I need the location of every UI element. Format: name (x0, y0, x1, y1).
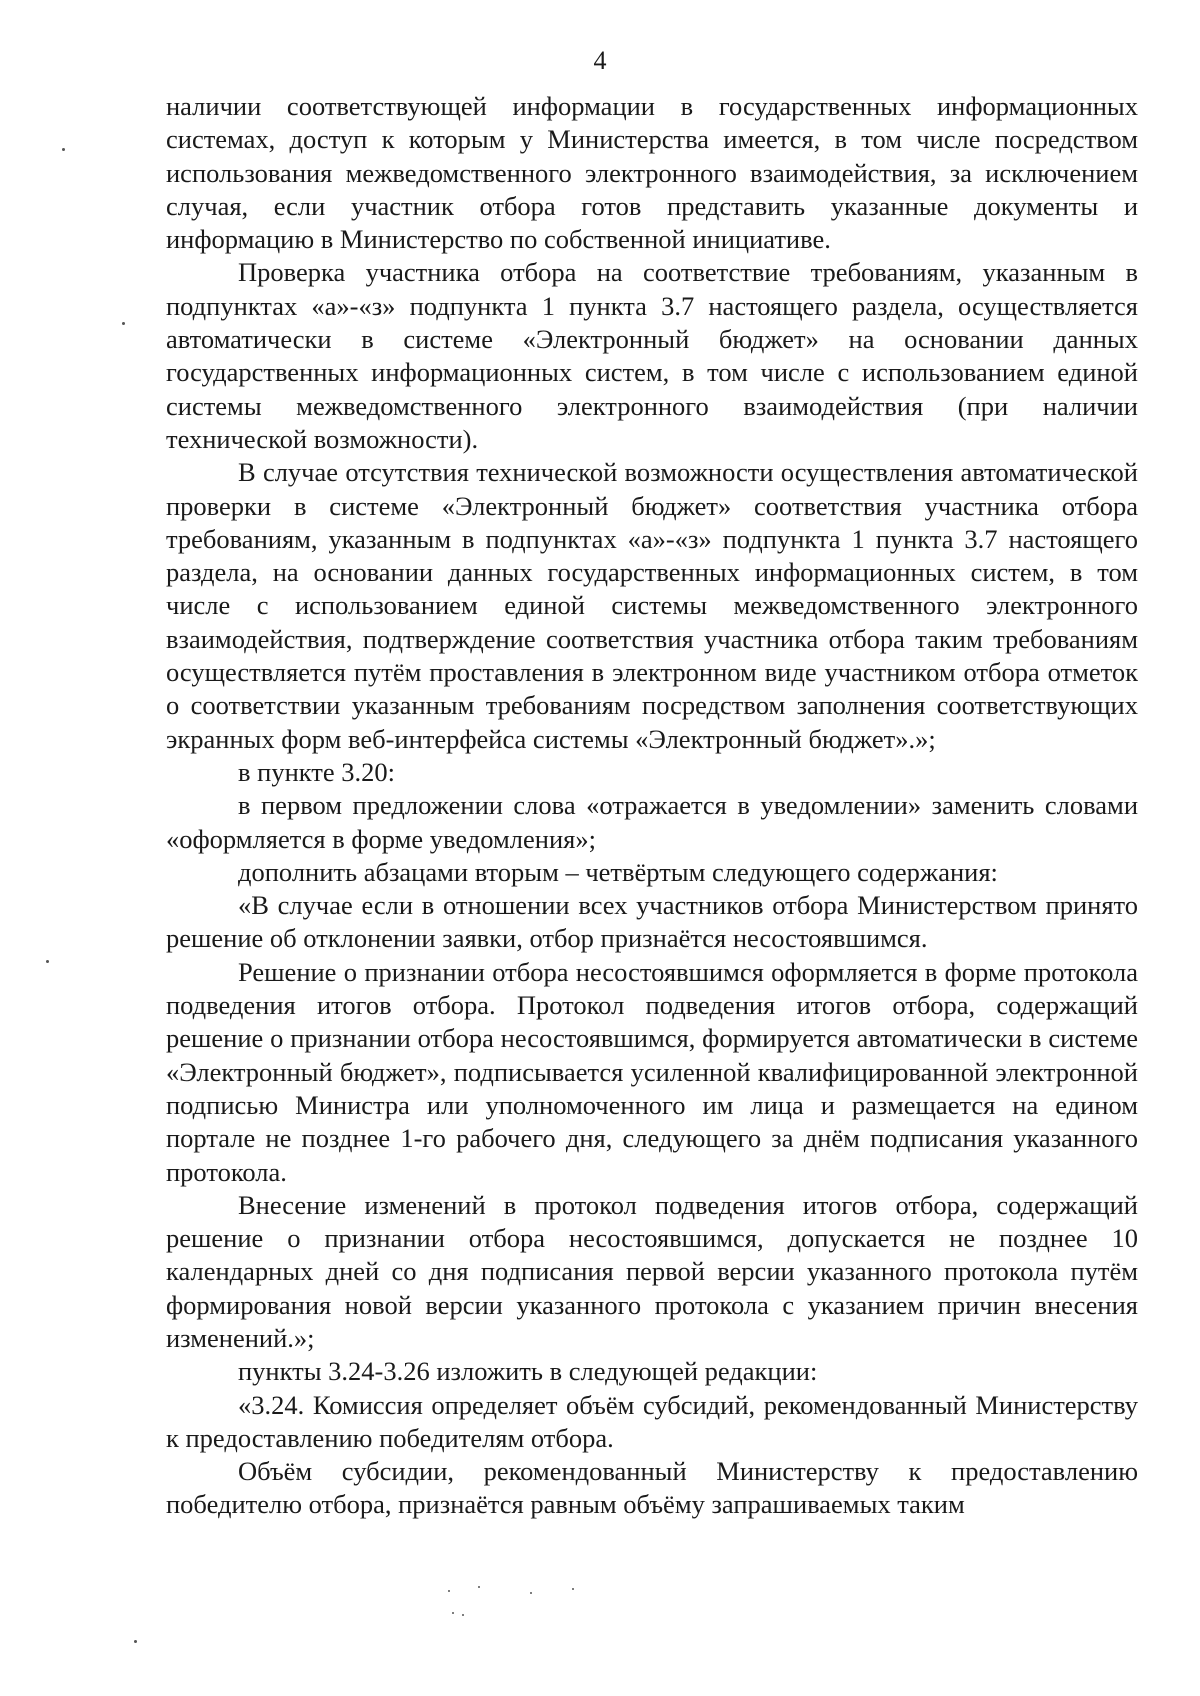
paragraph: в первом предложении слова «отражается в уведомлении» заменить словами «оформляется в форме уведомления»; (166, 790, 1138, 854)
paragraph: Внесение изменений в протокол подведения итогов отбора, содержащий решение о признании отбора несостоявшимся, допускается не позднее 10 календарных дней со дня подписания первой версии указанного протокола путём формирования новой версии указанного протокола с указанием причин внесения изменений.»; (166, 1189, 1138, 1353)
page-number: 4 (593, 46, 607, 75)
paragraph: дополнить абзацами вторым – четвёртым следующего содержания: (238, 856, 998, 887)
paragraph: Проверка участника отбора на соответствие требованиям, указанным в подпунктах «а»-«з» подпункта 1 пункта 3.7 настоящего раздела, осуществляется автоматически в системе «Электронный бюджет» на основании данных государственных информационных систем, в том числе с использованием единой системы межведомственного электронного взаимодействия (при наличии технической возможности). (166, 257, 1138, 454)
paragraph: Объём субсидии, рекомендованный Министерству к предоставлению победителю отбора, признаётся равным объёму запрашиваемых таким (166, 1456, 1138, 1520)
scan-speck (134, 1640, 137, 1643)
scan-speck (478, 1586, 480, 1588)
scan-speck (452, 1612, 454, 1614)
scan-speck (122, 322, 125, 325)
paragraph: наличии соответствующей информации в государственных информационных системах, доступ к которым у Министерства имеется, в том числе посредством использования межведомственного электронного взаимодействия, за исключением случая, если участник отбора готов представить указанные документы и информацию в Министерство по собственной инициативе. (166, 91, 1138, 255)
scan-speck (448, 1590, 450, 1592)
document-body (166, 90, 1138, 1522)
paragraph: «3.24. Комиссия определяет объём субсидий, рекомендованный Министерству к предоставлению победителям отбора. (166, 1389, 1138, 1453)
paragraph: Решение о признании отбора несостоявшимся оформляется в форме протокола подведения итогов отбора. Протокол подведения итогов отбора, содержащий решение о признании отбора несостоявшимся, формируется автоматически в системе «Электронный бюджет», подписывается усиленной квалифицированной электронной подписью Министра или уполномоченного им лица и размещается на едином портале не позднее 1-го рабочего дня, следующего за днём подписания указанного протокола. (166, 956, 1138, 1187)
paragraph: В случае отсутствия технической возможности осуществления автоматической проверки в системе «Электронный бюджет» соответствия участника отбора требованиям, указанным в подпунктах «а»-«з» подпункта 1 пункта 3.7 настоящего раздела, на основании данных государственных информационных систем, в том числе с использованием единой системы межведомственного электронного взаимодействия, подтверждение соответствия участника отбора таким требованиям осуществляется путём проставления в электронном виде участником отбора отметок о соответствии указанным требованиям посредством заполнения соответствующих экранных форм веб-интерфейса системы «Электронный бюджет».»; (166, 457, 1138, 754)
scan-speck (46, 960, 49, 963)
scan-speck (530, 1592, 532, 1594)
scan-speck (62, 148, 65, 151)
paragraph: «В случае если в отношении всех участников отбора Министерством принято решение об отклонении заявки, отбор признаётся несостоявшимся. (166, 890, 1138, 954)
paragraph: в пункте 3.20: (238, 756, 395, 787)
paragraph: пункты 3.24-3.26 изложить в следующей редакции: (238, 1356, 818, 1387)
scan-speck (572, 1588, 574, 1590)
scan-speck (462, 1614, 464, 1616)
